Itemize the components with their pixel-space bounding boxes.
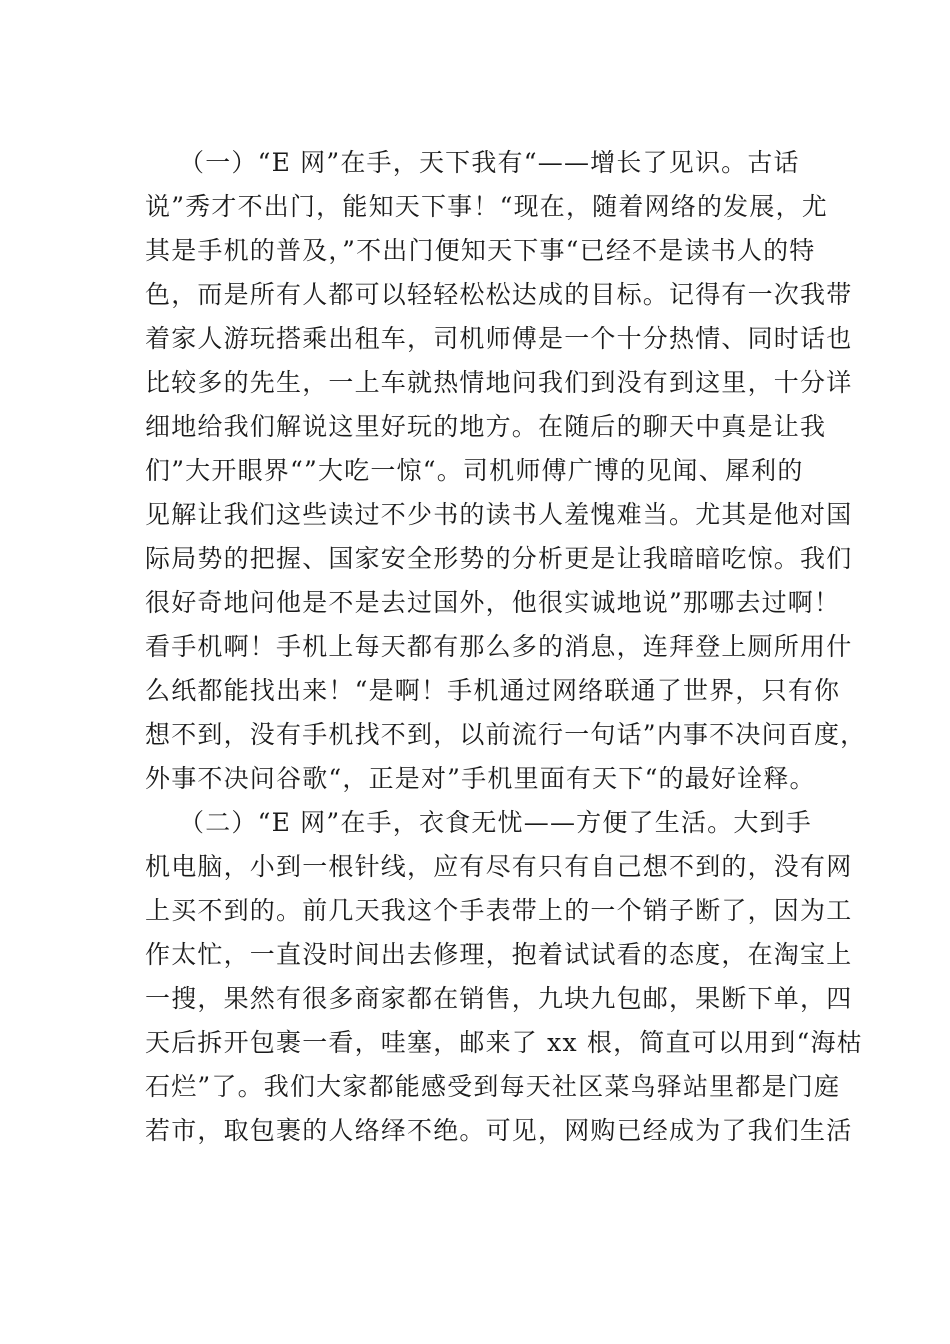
document-body — [145, 141, 867, 1153]
paragraph-1-line-4: 色，而是所有人都可以轻轻松松达成的目标。记得有一次我带 — [145, 280, 853, 309]
paragraph-2-line-2: 机电脑，小到一根针线，应有尽有只有自己想不到的，没有网 — [145, 852, 853, 881]
paragraph-1-line-13: 么纸都能找出来！“是啊！手机通过网络联通了世界，只有你 — [145, 676, 841, 705]
paragraph-2-line-4: 作太忙，一直没时间出去修理，抱着试试看的态度，在淘宝上 — [145, 940, 853, 969]
paragraph-1-line-5: 着家人游玩搭乘出租车，司机师傅是一个十分热情、同时话也 — [145, 324, 853, 353]
paragraph-2-line-6: 天后拆开包裹一看，哇塞，邮来了 xx 根，简直可以用到“海枯 — [145, 1028, 863, 1057]
paragraph-1-line-2: 说”秀才不出门，能知天下事！“现在，随着网络的发展，尤 — [145, 192, 828, 221]
paragraph-1-line-11: 很好奇地问他是不是去过国外，他很实诚地说”那哪去过啊！ — [145, 588, 841, 617]
paragraph-2-line-3: 上买不到的。前几天我这个手表带上的一个销子断了，因为工 — [145, 896, 853, 925]
paragraph-1-line-9: 见解让我们这些读过不少书的读书人羞愧难当。尤其是他对国 — [145, 500, 853, 529]
paragraph-2-line-7: 石烂”了。我们大家都能感受到每天社区菜鸟驿站里都是门庭 — [145, 1072, 841, 1101]
paragraph-1-line-8: 们”大开眼界“”大吃一惊“。司机师傅广博的见闻、犀利的 — [145, 456, 804, 485]
paragraph-2-line-1: （二）“E 网”在手，衣食无忧——方便了生活。大到手 — [179, 808, 812, 837]
paragraph-2-line-5: 一搜，果然有很多商家都在销售，九块九包邮，果断下单，四 — [145, 984, 853, 1013]
paragraph-1-line-14: 想不到，没有手机找不到，以前流行一句话”内事不决问百度， — [145, 720, 867, 749]
paragraph-1-line-6: 比较多的先生，一上车就热情地问我们到没有到这里，十分详 — [145, 368, 853, 397]
paragraph-1-line-1: （一）“E 网”在手，天下我有“——增长了见识。古话 — [179, 148, 800, 177]
paragraph-1-line-12: 看手机啊！手机上每天都有那么多的消息，连拜登上厕所用什 — [145, 632, 853, 661]
paragraph-1-line-3: 其是手机的普及，”不出门便知天下事“已经不是读书人的特 — [145, 236, 816, 265]
paragraph-1-line-7: 细地给我们解说这里好玩的地方。在随后的聊天中真是让我 — [145, 412, 827, 441]
paragraph-1-line-15: 外事不决问谷歌“，正是对”手机里面有天下“的最好诠释。 — [145, 764, 816, 793]
paragraph-2-line-8: 若市，取包裹的人络绎不绝。可见，网购已经成为了我们生活 — [145, 1116, 853, 1145]
paragraph-1-line-10: 际局势的把握、国家安全形势的分析更是让我暗暗吃惊。我们 — [145, 544, 853, 573]
